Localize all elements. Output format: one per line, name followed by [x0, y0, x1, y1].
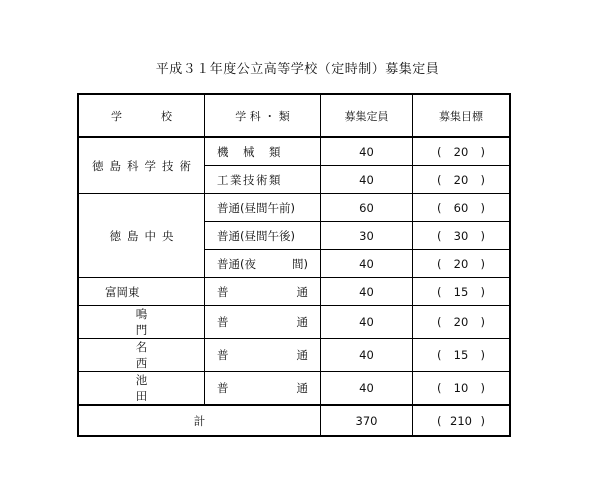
dept-name: 普通(昼間午前)	[205, 194, 321, 222]
goal-value: 20	[453, 256, 469, 271]
school-name: 池田	[78, 372, 205, 406]
goal-value: 20	[453, 315, 469, 329]
header-row	[78, 94, 510, 137]
goal-value: 15	[453, 284, 469, 299]
table-row	[78, 194, 510, 222]
goal-cell: ( 20 )	[413, 250, 511, 278]
capacity-value: 40	[321, 250, 413, 278]
school-name: 徳島中央	[78, 194, 205, 278]
school-name: 鳴門	[78, 306, 205, 339]
dept-name: 機 械 類	[205, 137, 321, 166]
goal-value: 10	[453, 381, 469, 395]
capacity-value: 40	[321, 166, 413, 194]
goal-cell: ( 20 )	[413, 166, 511, 194]
page-title: 平成３１年度公立高等学校（定時制）募集定員	[155, 62, 440, 77]
goal-cell: ( 60 )	[413, 194, 511, 222]
goal-cell: ( 20 )	[413, 137, 511, 166]
goal-cell: ( 15 )	[413, 278, 511, 306]
capacity-table	[77, 93, 511, 437]
dept-name: 普通(夜 間)	[205, 250, 321, 278]
goal-cell: ( 20 )	[413, 306, 511, 339]
dept-name: 普 通	[205, 278, 321, 306]
capacity-value: 40	[321, 278, 413, 306]
table-row	[78, 137, 510, 166]
goal-value: 30	[453, 228, 469, 243]
total-row	[78, 405, 510, 436]
capacity-value: 60	[321, 194, 413, 222]
header-goal: 募集目標	[413, 94, 511, 137]
dept-name: 普 通	[205, 372, 321, 406]
dept-name: 普 通	[205, 339, 321, 372]
table-row	[78, 372, 510, 406]
table-row	[78, 278, 510, 306]
capacity-value: 40	[321, 339, 413, 372]
school-name: 徳島科学技術	[78, 137, 205, 194]
total-capacity: 370	[321, 405, 413, 436]
dept-name: 工業技術類	[205, 166, 321, 194]
school-name: 名西	[78, 339, 205, 372]
header-school: 学 校	[78, 94, 205, 137]
header-dept: 学 科 ・ 類	[205, 94, 321, 137]
header-capacity: 募集定員	[321, 94, 413, 137]
goal-cell: ( 10 )	[413, 372, 511, 406]
capacity-value: 40	[321, 137, 413, 166]
capacity-value: 30	[321, 222, 413, 250]
total-goal: 210	[450, 413, 472, 428]
capacity-value: 40	[321, 372, 413, 406]
goal-value: 15	[453, 348, 469, 362]
capacity-value: 40	[321, 306, 413, 339]
table-row	[78, 306, 510, 339]
total-goal-cell: ( 210 )	[413, 405, 511, 436]
goal-value: 20	[453, 144, 469, 159]
dept-name: 普 通	[205, 306, 321, 339]
goal-cell: ( 30 )	[413, 222, 511, 250]
total-label: 計	[78, 405, 321, 436]
dept-name: 普通(昼間午後)	[205, 222, 321, 250]
goal-value: 60	[453, 200, 469, 215]
school-name: 富岡東	[78, 278, 205, 306]
goal-cell: ( 15 )	[413, 339, 511, 372]
table-row	[78, 339, 510, 372]
goal-value: 20	[453, 172, 469, 187]
